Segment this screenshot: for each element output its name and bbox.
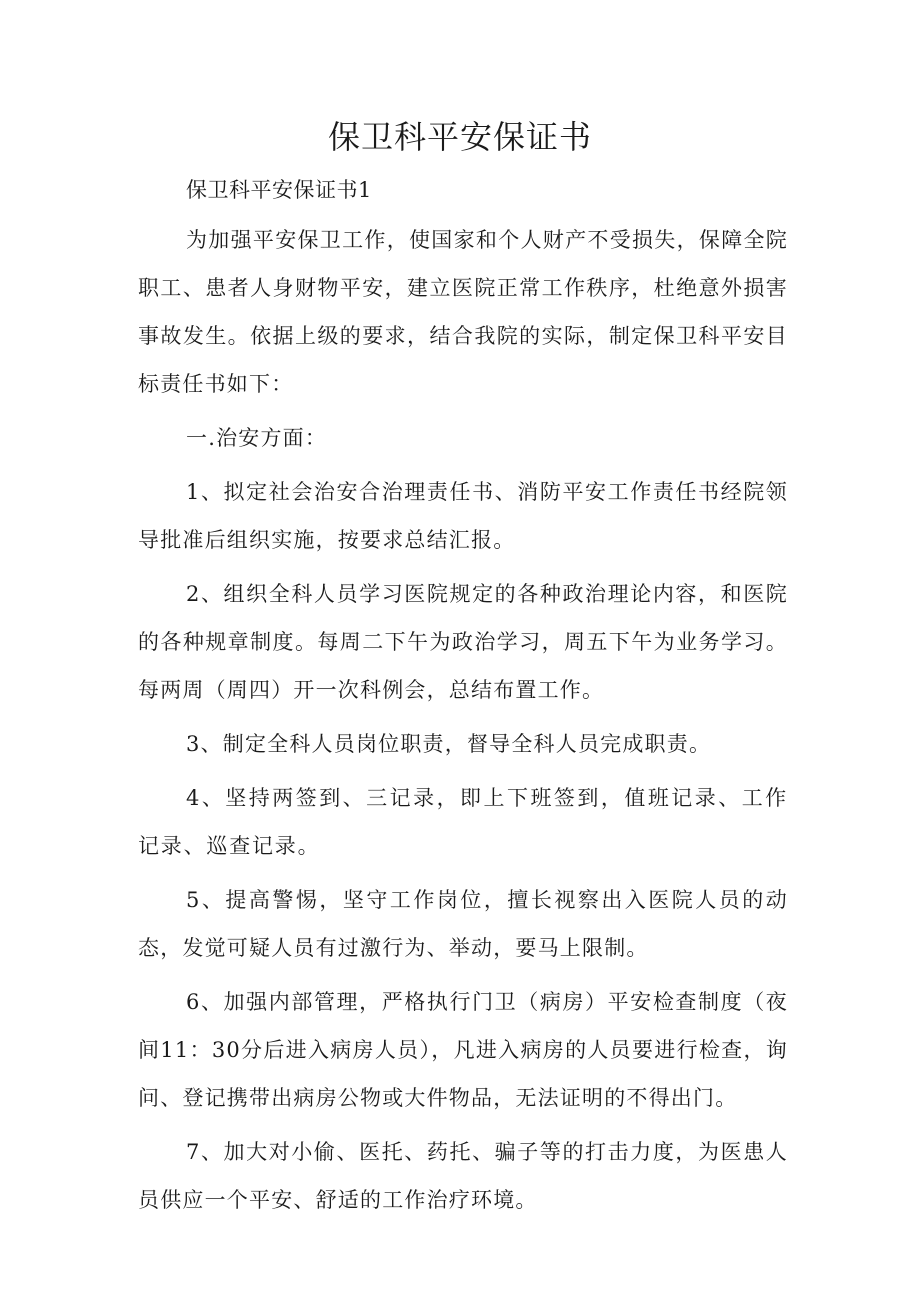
section-heading-public-security: 一.治安方面： xyxy=(186,426,328,450)
list-item-4: 4、坚持两签到、三记录，即上下班签到，值班记录、工作记录、巡查记录。 xyxy=(138,786,788,858)
document-title: 保卫科平安保证书 xyxy=(327,118,592,156)
list-item-6: 6、加强内部管理，严格执行门卫（病房）平安检查制度（夜间11：30分后进入病房人员），凡进入病房的人员要进行检查，询问、登记携带出病房公物或大件物品，无法证明的不得出门。 xyxy=(138,990,788,1110)
list-item-7: 7、加大对小偷、医托、药托、骗子等的打击力度，为医患人员供应一个平安、舒适的工作治疗环境。 xyxy=(138,1140,788,1212)
document-subtitle: 保卫科平安保证书1 xyxy=(186,178,372,202)
document-body xyxy=(138,216,788,1230)
list-item-5: 5、提高警惕，坚守工作岗位，擅长视察出入医院人员的动态，发觉可疑人员有过激行为、举动，要马上限制。 xyxy=(138,888,788,960)
list-item-2: 2、组织全科人员学习医院规定的各种政治理论内容，和医院的各种规章制度。每周二下午为政治学习，周五下午为业务学习。每两周（周四）开一次科例会，总结布置工作。 xyxy=(138,582,788,702)
list-item-1: 1、拟定社会治安合治理责任书、消防平安工作责任书经院领导批准后组织实施，按要求总结汇报。 xyxy=(138,480,788,552)
paragraph-intro: 为加强平安保卫工作，使国家和个人财产不受损失，保障全院职工、患者人身财物平安，建立医院正常工作秩序，杜绝意外损害事故发生。依据上级的要求，结合我院的实际，制定保卫科平安目标责任书如下： xyxy=(138,228,788,396)
list-item-3: 3、制定全科人员岗位职责，督导全科人员完成职责。 xyxy=(186,732,712,756)
